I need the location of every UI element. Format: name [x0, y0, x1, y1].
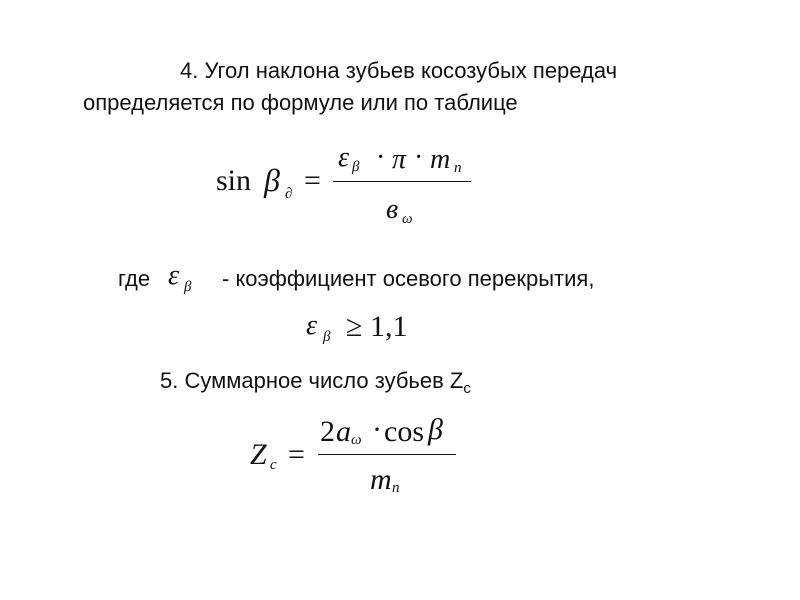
equals-sign: =	[304, 164, 321, 197]
paragraph-4-line-2: определяется по формуле или по таблице	[83, 90, 518, 115]
fraction-bar	[318, 454, 456, 455]
inequality-relation: ≥ 1,1	[346, 310, 408, 343]
equals-sign: =	[288, 438, 305, 471]
m-symbol: m	[370, 463, 392, 496]
epsilon-symbol: ε	[338, 142, 350, 173]
z-symbol: Z	[250, 438, 267, 471]
paragraph-5-text: 5. Суммарное число зубьев Z	[160, 368, 464, 393]
beta-subscript: ∂	[285, 186, 293, 202]
where-description: - коэффициент осевого перекрытия,	[222, 266, 595, 291]
cos-function: cos	[384, 415, 424, 448]
dot-operator: ·	[372, 413, 382, 446]
beta-symbol: β	[264, 162, 280, 198]
a-symbol: a	[336, 415, 351, 448]
epsilon-subscript: β	[184, 279, 192, 295]
paragraph-4-line-1: 4. Угол наклона зубьев косозубых передач	[180, 58, 618, 83]
fraction-bar	[333, 181, 471, 182]
a-subscript: ω	[351, 432, 362, 448]
dot-operator: ·	[376, 142, 386, 173]
coefficient-two: 2	[320, 415, 335, 448]
beta-symbol: β	[428, 413, 443, 446]
m-subscript: n	[454, 160, 462, 176]
b-symbol: в	[386, 194, 399, 225]
pi-symbol: π	[392, 144, 407, 175]
z-subscript: c	[270, 457, 277, 473]
m-subscript: n	[392, 480, 400, 496]
paragraph-5-subscript: c	[463, 380, 471, 397]
b-subscript: ω	[402, 211, 413, 227]
epsilon-subscript: β	[352, 159, 360, 175]
epsilon-subscript: β	[323, 329, 331, 345]
paragraph-5	[160, 368, 471, 397]
dot-operator: ·	[414, 142, 424, 173]
epsilon-symbol: ε	[306, 310, 318, 341]
epsilon-symbol: ε	[168, 260, 180, 291]
where-label: где	[118, 266, 151, 291]
sin-function: sin	[216, 164, 252, 197]
m-symbol: m	[430, 144, 451, 175]
